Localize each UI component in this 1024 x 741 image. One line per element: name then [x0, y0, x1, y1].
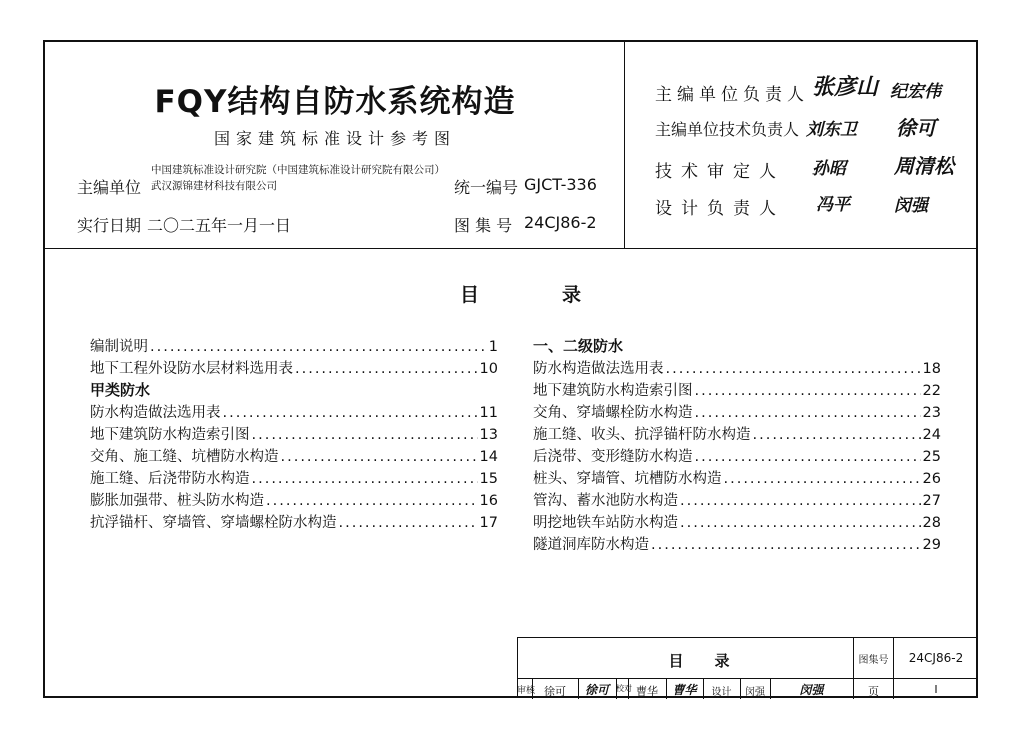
signature-4a: 冯平 [816, 195, 850, 215]
toc-entry-text: 施工缝、收头、抗浮锚杆防水构造 [533, 427, 751, 443]
toc-entry-page: 16 [479, 493, 498, 509]
date-label: 实行日期 [77, 216, 142, 235]
header-bottom-rule [44, 248, 977, 249]
toc-entry-text: 地下建筑防水构造索引图 [90, 427, 250, 443]
toc-leader [281, 449, 478, 465]
toc-entry-text: 后浇带、变形缝防水构造 [533, 449, 693, 465]
editor-label: 主编单位 [77, 178, 142, 197]
toc-entry[interactable] [533, 357, 941, 379]
designer-signature: 闵强 [799, 683, 824, 697]
toc-entry[interactable] [533, 489, 941, 511]
toc-entry-text: 明挖地铁车站防水构造 [533, 515, 678, 531]
toc-entry-text: 管沟、蓄水池防水构造 [533, 493, 678, 509]
toc-entry-page: 1 [488, 339, 498, 355]
signature-4b: 闵强 [894, 196, 928, 216]
atlas-no-label: 图 集 号 [454, 216, 513, 235]
toc-entry-page: 26 [922, 471, 941, 487]
toc-entry-page: 29 [922, 537, 941, 553]
toc-entry[interactable] [90, 423, 498, 445]
toc-entry-text: 抗浮锚杆、穿墙管、穿墙螺栓防水构造 [90, 515, 337, 531]
toc-entry-text: 桩头、穿墙管、坑槽防水构造 [533, 471, 722, 487]
toc-entry[interactable] [533, 467, 941, 489]
page-title: FQY结构自防水系统构造 [154, 84, 516, 120]
toc-entry-page: 17 [479, 515, 498, 531]
editor-org-2: 武汉源锦建材科技有限公司 [151, 180, 277, 192]
toc-leader [753, 427, 921, 443]
page-label: 页 [868, 685, 879, 698]
toc-leader [695, 449, 921, 465]
toc-leader [666, 361, 921, 377]
toc-leader [150, 339, 487, 355]
signature-2a: 刘东卫 [806, 120, 857, 140]
toc-title: 目 录 [460, 284, 614, 306]
toc-leader [695, 383, 921, 399]
design-label: 设计 [711, 687, 732, 698]
title-block-atlas-no: 24CJ86-2 [908, 651, 964, 665]
title-block [517, 637, 978, 698]
toc-entry-page: 14 [479, 449, 498, 465]
signature-2b: 徐可 [896, 116, 936, 140]
toc-entry-text: 防水构造做法选用表 [533, 361, 664, 377]
toc-leader [680, 515, 921, 531]
toc-entry-text: 防水构造做法选用表 [90, 405, 221, 421]
signature-3b: 周清松 [894, 154, 954, 178]
toc-entry-page: 23 [922, 405, 941, 421]
toc-right-column [533, 335, 941, 555]
toc-entry-page: 24 [922, 427, 941, 443]
page-subtitle: 国家建筑标准设计参考图 [213, 129, 456, 148]
toc-leader [252, 427, 478, 443]
toc-entry-text: 交角、穿墙螺栓防水构造 [533, 405, 693, 421]
toc-entry[interactable] [533, 511, 941, 533]
unified-no-label: 统一编号 [454, 178, 519, 197]
toc-leader [651, 537, 921, 553]
review-label: 审核 [517, 686, 536, 696]
toc-entry[interactable] [533, 533, 941, 555]
toc-entry-page: 10 [479, 361, 498, 377]
toc-leader [695, 405, 921, 421]
toc-entry[interactable] [533, 423, 941, 445]
toc-entry-page: 22 [922, 383, 941, 399]
toc-entry-text: 编制说明 [90, 339, 148, 355]
toc-leader [339, 515, 478, 531]
signature-1a: 张彦山 [812, 74, 879, 100]
unified-no: GJCT-336 [524, 175, 597, 194]
editor-org-1: 中国建筑标准设计研究院（中国建筑标准设计研究院有限公司） [151, 164, 445, 176]
check-label: 校对 [616, 684, 632, 693]
toc-entry[interactable] [533, 445, 941, 467]
toc-entry[interactable] [90, 401, 498, 423]
toc-entry[interactable] [533, 379, 941, 401]
toc-entry-page: 28 [922, 515, 941, 531]
toc-leader [680, 493, 921, 509]
toc-entry-page: 25 [922, 449, 941, 465]
title-block-name: 目 录 [668, 652, 738, 670]
toc-entry[interactable] [533, 401, 941, 423]
toc-entry[interactable] [90, 335, 498, 357]
page-number: I [934, 683, 938, 696]
toc-entry[interactable] [90, 357, 498, 379]
toc-left-column [90, 335, 498, 533]
toc-entry-text: 隧道洞库防水构造 [533, 537, 649, 553]
toc-entry-page: 15 [479, 471, 498, 487]
toc-leader [724, 471, 921, 487]
toc-entry-page: 11 [479, 405, 498, 421]
signature-3a: 孙昭 [812, 159, 846, 179]
toc-entry[interactable] [90, 467, 498, 489]
toc-entry-page: 27 [922, 493, 941, 509]
toc-leader [295, 361, 478, 377]
signature-1b: 纪宏伟 [890, 82, 941, 102]
checker-name: 曹华 [636, 685, 658, 698]
toc-entry-text: 地下建筑防水构造索引图 [533, 383, 693, 399]
toc-entry-page: 18 [922, 361, 941, 377]
sig-label-design: 设计负责人 [655, 199, 785, 219]
atlas-no: 24CJ86-2 [524, 213, 597, 232]
toc-section-heading: 甲类防水 [90, 381, 151, 399]
sig-label-tech: 主编单位技术负责人 [655, 120, 800, 139]
toc-section-heading: 一、二级防水 [533, 337, 624, 355]
toc-entry-text: 膨胀加强带、桩头防水构造 [90, 493, 264, 509]
toc-entry-text: 交角、施工缝、坑槽防水构造 [90, 449, 279, 465]
sig-label-review: 技术审定人 [655, 162, 785, 182]
date-value: 二〇二五年一月一日 [147, 216, 292, 235]
toc-leader [252, 471, 478, 487]
toc-entry-page: 13 [479, 427, 498, 443]
toc-entry[interactable] [90, 489, 498, 511]
sig-label-chief: 主编单位负责人 [655, 85, 809, 105]
toc-leader [266, 493, 478, 509]
reviewer-signature: 徐可 [584, 683, 609, 697]
designer-name: 闵强 [745, 687, 765, 698]
toc-leader [223, 405, 478, 421]
toc-entry[interactable] [90, 445, 498, 467]
toc-entry-text: 地下工程外设防水层材料选用表 [90, 361, 293, 377]
toc-entry-text: 施工缝、后浇带防水构造 [90, 471, 250, 487]
checker-signature: 曹华 [672, 683, 697, 697]
reviewer-name: 徐可 [544, 685, 566, 698]
header-divider [624, 41, 625, 248]
toc-entry[interactable] [90, 511, 498, 533]
title-block-atlas-label: 图集号 [858, 655, 889, 666]
